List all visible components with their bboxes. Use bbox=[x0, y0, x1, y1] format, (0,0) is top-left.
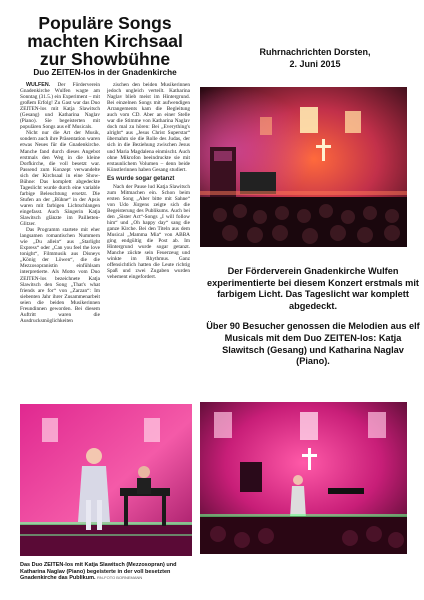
church-interior-image bbox=[200, 87, 407, 247]
dateline: WULFEN. bbox=[26, 82, 58, 88]
paragraph-text: zischen den beiden Musikerinnen jedoch ungleich verteilt. Katharina Naglav blieb meist im Hintergrund. Bei einzelnen Songs mit aufwendigen Arrangements kam die Begleitung auch vom CD. Aber an einer Stelle war die Stimme von Katharina Naglav doch mal zu hören: Bei „Everything's alright“ aus „Jesus Christ Superstar“ übernahm sie die Rolle des Judas, der sich in die Beziehung zwischen Jesus und Maria Magdalena einmischt. Auch ohne Mikrofon beeindruckte sie mit erstaunlichem Volumen – denn beide Künstlerinnen haben Gesang studiert. bbox=[107, 82, 190, 173]
photo-caption bbox=[20, 562, 200, 582]
article-paragraph bbox=[107, 184, 190, 281]
article-column-2 bbox=[107, 82, 190, 458]
paragraph-text: Nach der Pause lud Katja Slawitsch zum Mitmachen ein. Schon beim ersten Song „Aber bitte mit Sahne“ von Udo Jürgens zeigte sich die Begeisterung des Publikums. Auch bei den „Sister Act“-Songs „I will follow him“ und „Oh happy day“ sang die ganze Kirche. Bei den Titeln aus dem Musical „Mamma Mia“ von ABBA ging endgültig die Post ab. Im Hintergrund wurde sogar getanzt. Manche zückte sein Feuerzeug und winkte im Rhythmus. Ganz offensichtlich hatten die Leute richtig Spaß und zwei Zugaben wurden vehement eingefordert. bbox=[107, 183, 190, 281]
article-paragraph bbox=[107, 82, 190, 173]
summary-paragraph-2: Über 90 Besucher genossen die Melodien aus elf Musicals mit dem Duo ZEITEN-los: Katja Slawitsch (Gesang) und Katharina Naglav (Piano). bbox=[206, 321, 420, 367]
church-concert-photo-top bbox=[200, 87, 407, 247]
source-date: 2. Juni 2015 bbox=[289, 59, 341, 69]
photo-credit: RN-FOTO BORNEMANN bbox=[97, 575, 143, 581]
summary-paragraph-1: Der Förderverein Gnadenkirche Wulfen experimentierte bei diesem Konzert erstmals mit farbigem Licht. Das Tageslicht war komplett abgedeckt. bbox=[207, 266, 419, 311]
column-subheading: Es wurde sogar getanzt bbox=[107, 175, 175, 182]
article-subhead: Duo ZEITEN-los in der Gnadenkirche bbox=[33, 68, 177, 77]
summary-text bbox=[205, 266, 421, 377]
paragraph-text: Das Programm startete mit eher langsamen romantischen Nummern wie „Du allein“ aus „Starlight Express“ oder „Can you feel the love tonight“, Filmmusik aus Disneys „König der Löwen“, die die Mezzosopranistin einfühlsam interpretierte. Als Motto vom Duo ZEITEN-los bezeichnete Katja Slawitsch den Song „That's what friends are for“ von „Zarzan“: Im siebenten Jahr ihrer Zusammenarbeit seien die beiden Musikerinnen Freundinnen geworden. Bei diesem Auftritt waren die Ausdrucksmöglichkeiten bbox=[20, 227, 100, 324]
paragraph-text: Der Förderverein Gnadenkirche Wulfen wagte am Sonntag (31.5.) ein Experiment – mit großem Erfolg! Zu Gast war das Duo ZEITEN-los mit Katja Slawitsch (Gesang) und Katharina Naglav (Piano). Sie begeisterten mit populären Songs aus elf Musicals. bbox=[20, 82, 100, 131]
singers-photo bbox=[20, 404, 192, 556]
article-paragraph bbox=[20, 130, 100, 227]
caption-text: Das Duo ZEITEN-los mit Katja Slawitsch (Mezzosopran) und Katharina Naglav (Piano) begeisterte in der voll besetzten Gnadenkirche das Publikum. bbox=[20, 562, 177, 582]
article-paragraph bbox=[20, 82, 100, 130]
article-paragraph bbox=[20, 227, 100, 324]
source-citation bbox=[230, 46, 400, 70]
source-publication: Ruhrnachrichten Dorsten, bbox=[259, 47, 371, 57]
duo-performing-image bbox=[20, 404, 192, 556]
church-concert-photo-bottom bbox=[200, 402, 407, 554]
church-audience-image bbox=[200, 402, 407, 554]
article-headline: Populäre Songs machten Kirchsaal zur Showbühne bbox=[27, 13, 183, 69]
paragraph-text: Nicht nur die Art der Musik, sondern auch ihre Präsentation waren etwas Neues für die Gnadenkirche. Manche fand durch dieses Angebot erstmals den Weg in die kleine Dorfkirche, die voll besetzt war. Passend zum Konzept verwandelte sich der Kirchsaal in eine Show-Bühne: Das komplett abgedeckte Tageslicht wurde durch eine variable farbige Beleuchtung ersetzt. Die Stufen an der „Bühne“ in der Apsis waren mit farbigen Lichtschlangen eingefasst. Auch Sängerin Katja Slawitsch glänzte im Pailletten-Glitzer. bbox=[20, 130, 100, 228]
